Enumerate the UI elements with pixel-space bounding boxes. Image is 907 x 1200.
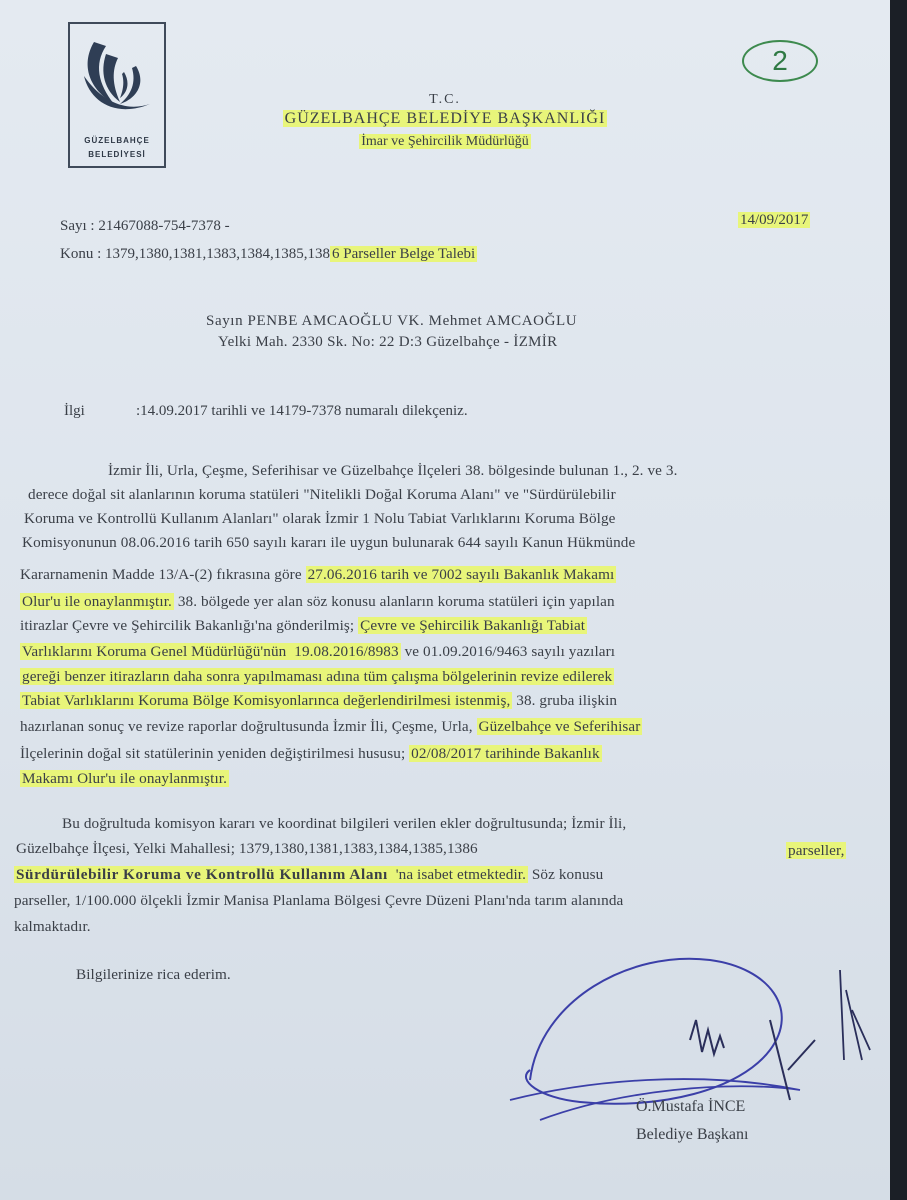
logo-text-line2: BELEDİYESİ — [88, 150, 146, 159]
p1-line5-text: Kararnamenin Madde 13/A-(2) fıkrasına göre — [20, 566, 306, 583]
p1-line6-text: 38. bölgede yer alan söz konusu alanların koruma statüleri için yapılan — [173, 593, 615, 610]
p1-line6-highlight: Olur'u ile onaylanmıştır. — [22, 593, 172, 610]
p1-line5-highlight: 27.06.2016 tarih ve 7002 sayılı Bakanlık Makamı — [307, 566, 615, 583]
logo-text-line1: GÜZELBAHÇE — [84, 136, 150, 145]
paragraph2-line5: kalmaktadır. — [14, 918, 91, 935]
institution-title — [0, 110, 890, 128]
paragraph1-line1: İzmir İli, Urla, Çeşme, Seferihisar ve Güzelbahçe İlçeleri 38. bölgesinde bulunan 1., 2. ve 3. — [108, 462, 678, 479]
p2-line2-highlight-text: parseller, — [788, 842, 845, 859]
p1-line10-highlight: Tabiat Varlıklarını Koruma Bölge Komisyonlarınca değerlendirilmesi istenmiş, — [22, 692, 511, 709]
paragraph1-line12 — [20, 745, 602, 763]
subject-prefix: Konu : 1379,1380,1381,1383,1384,1385,138 — [60, 246, 330, 262]
subject-line — [60, 246, 477, 263]
letter-date-text: 14/09/2017 — [740, 212, 809, 228]
p1-line11-highlight: Güzelbahçe ve Seferihisar — [478, 718, 641, 735]
signatory-name: Ö.Mustafa İNCE — [636, 1098, 746, 1115]
paragraph2-line3 — [14, 866, 603, 884]
p2-line3-highlight: 'na isabet etmektedir. — [391, 866, 526, 883]
p1-line8-text-b: 01.09.2016/9463 sayılı yazıları — [423, 643, 616, 660]
republic-abbrev: T.C. — [429, 92, 461, 107]
paragraph1-line8 — [20, 643, 615, 661]
paragraph1-line6 — [20, 593, 615, 611]
subject-highlight: 6 Parseller Belge Talebi — [332, 246, 476, 262]
signature-block — [470, 930, 890, 1160]
institution-title-text: GÜZELBAHÇE BELEDİYE BAŞKANLIĞI — [284, 110, 606, 127]
paragraph2-line2-highlight — [786, 842, 846, 860]
p2-line2-text: Güzelbahçe İlçesi, Yelki Mahallesi; 1379,1380,1381,1383,1384,1385,1386 — [16, 840, 478, 857]
department-title-text: İmar ve Şehircilik Müdürlüğü — [361, 134, 529, 149]
paragraph1-line10 — [20, 692, 617, 710]
paragraph1-line5 — [20, 566, 616, 584]
paragraph1-line13 — [20, 770, 229, 788]
p1-line8-highlight-b: 19.08.2016/8983 — [294, 643, 399, 660]
p1-line8-highlight-a: Varlıklarını Koruma Genel Müdürlüğü'nün — [22, 643, 291, 660]
p1-line12-text: İlçelerinin doğal sit statülerinin yeniden değiştirilmesi hususu; — [20, 745, 410, 762]
p1-line8-text: ve — [400, 643, 424, 660]
recipient-name: Sayın PENBE AMCAOĞLU VK. Mehmet AMCAOĞLU — [206, 313, 578, 329]
paragraph1-line4: Komisyonunun 08.06.2016 tarih 650 sayılı kararı ile uygun bulunarak 644 sayılı Kanun Hükmünde — [22, 534, 636, 551]
p1-line11-text: hazırlanan sonuç ve revize raporlar doğrultusunda İzmir İli, Çeşme, Urla, — [20, 718, 477, 735]
p2-line3-bold-highlight: Sürdürülebilir Koruma ve Kontrollü Kullanım Alanı — [16, 866, 388, 883]
p1-line12-highlight: 02/08/2017 tarihinde Bakanlık — [411, 745, 600, 762]
p1-line10-text: 38. gruba ilişkin — [512, 692, 618, 709]
closing-line: Bilgilerinize rica ederim. — [76, 966, 231, 983]
p1-line7-highlight: Çevre ve Şehircilik Bakanlığı Tabiat — [360, 617, 586, 634]
letter-date — [738, 212, 810, 229]
paragraph2-line4: parseller, 1/100.000 ölçekli İzmir Manisa Planlama Bölgesi Çevre Düzeni Planı'nda tarım alanında — [14, 892, 624, 909]
paragraph1-line2: derece doğal sit alanlarının koruma statüleri "Nitelikli Doğal Koruma Alanı" ve "Sürdürülebilir — [28, 486, 616, 503]
p1-line13-highlight: Makamı Olur'u ile onaylanmıştır. — [22, 770, 228, 787]
department-title — [0, 134, 890, 150]
paragraph1-line9 — [20, 668, 614, 686]
paragraph1-line7 — [20, 617, 587, 635]
p2-line3-text: Söz konusu — [527, 866, 604, 883]
signatory-title: Belediye Başkanı — [636, 1126, 749, 1143]
paragraph1-line11 — [20, 718, 642, 736]
page-number-marker: 2 — [742, 40, 818, 82]
recipient-address: Yelki Mah. 2330 Sk. No: 22 D:3 Güzelbahçe - İZMİR — [218, 334, 558, 350]
paragraph2-line1: Bu doğrultuda komisyon kararı ve koordinat bilgileri verilen ekler doğrultusunda; İzmir İli, — [62, 815, 627, 832]
paragraph2-line2 — [16, 840, 478, 858]
reference-label: İlgi — [64, 403, 85, 419]
paragraph1-line3: Koruma ve Kontrollü Kullanım Alanları" olarak İzmir 1 Nolu Tabiat Varlıklarını Koruma Bölge — [24, 510, 616, 527]
reference-text: :14.09.2017 tarihli ve 14179-7378 numaralı dilekçeniz. — [136, 403, 468, 419]
p1-line9-highlight: gereği benzer itirazların daha sonra yapılmaması adına tüm çalışma bölgelerinin revize edilerek — [22, 668, 613, 685]
reference-number: Sayı : 21467088-754-7378 - — [60, 218, 230, 234]
p1-line7-text: itirazlar Çevre ve Şehircilik Bakanlığı'na gönderilmiş; — [20, 617, 359, 634]
